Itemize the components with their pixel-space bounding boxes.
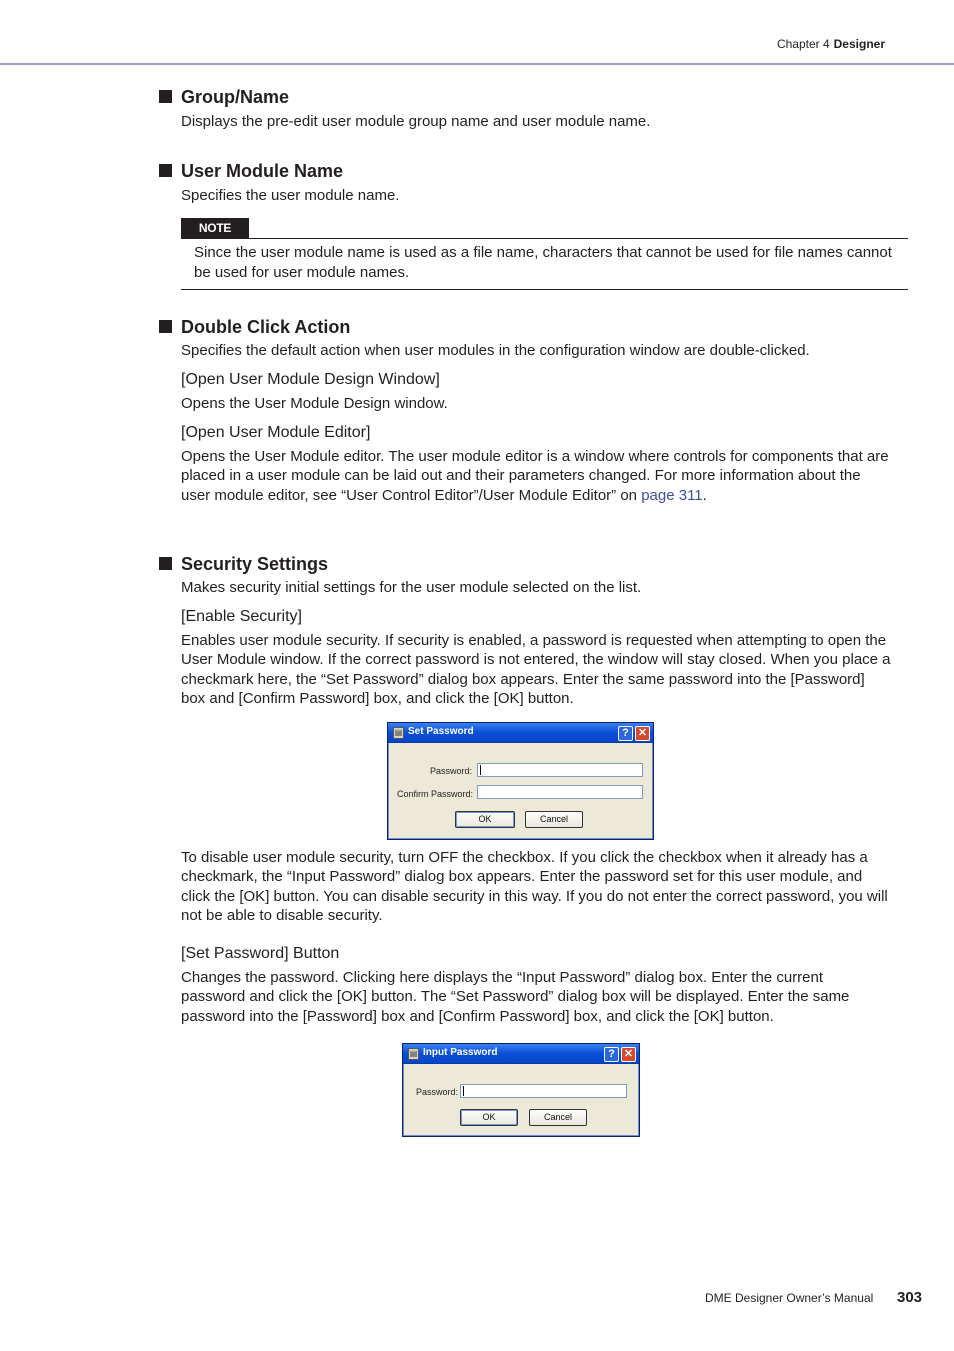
note-rule-top bbox=[181, 238, 908, 239]
close-button[interactable]: ✕ bbox=[621, 1047, 636, 1062]
cancel-button[interactable]: Cancel bbox=[529, 1109, 587, 1126]
text-caret bbox=[463, 1086, 464, 1096]
app-icon: ▤ bbox=[394, 728, 403, 737]
chapter-number: Chapter 4 bbox=[776, 37, 830, 51]
password-label: Password: bbox=[430, 766, 473, 776]
body-enable-security: Enables user module security. If security is enabled, a password is requested when attempting to open the User Module window. If the correct password is not entered, the window will stay closed. When you place a checkmark here, the “Set Password” dialog box appears. Enter the same password into the [Password] box and [Confirm Password] box, and click the [OK] button. bbox=[181, 632, 891, 707]
section-bullet-icon bbox=[159, 320, 172, 333]
section-bullet-icon bbox=[159, 164, 172, 177]
password-input[interactable] bbox=[477, 763, 643, 777]
section-bullet-icon bbox=[159, 557, 172, 570]
set-password-dialog bbox=[387, 722, 654, 840]
manual-title: DME Designer Owner’s Manual bbox=[705, 1291, 874, 1305]
cancel-button[interactable]: Cancel bbox=[525, 811, 583, 828]
ok-button[interactable]: OK bbox=[460, 1109, 518, 1126]
header-rule bbox=[0, 63, 954, 65]
note-box bbox=[181, 218, 908, 290]
section-body-double-click: Specifies the default action when user modules in the configuration window are double-clicked. bbox=[181, 342, 810, 359]
chapter-name: Designer bbox=[833, 37, 885, 51]
password-input[interactable] bbox=[460, 1084, 627, 1098]
chapter-label bbox=[777, 37, 885, 51]
ok-button[interactable]: OK bbox=[455, 811, 515, 828]
subheading-open-design-window: [Open User Module Design Window] bbox=[181, 371, 440, 388]
note-rule-bottom bbox=[181, 289, 908, 290]
password-label: Password: bbox=[416, 1087, 459, 1097]
confirm-password-label: Confirm Password: bbox=[397, 789, 474, 799]
section-title-security: Security Settings bbox=[159, 553, 328, 575]
page-number: 303 bbox=[897, 1289, 923, 1306]
dialog-title: Input Password bbox=[423, 1047, 498, 1058]
text-caret bbox=[480, 765, 481, 775]
body-disable-security: To disable user module security, turn OFF the checkbox. If you click the checkbox when it already has a checkmark, the “Input Password” dialog box appears. Enter the password set for this user module, and click the [OK] button. You can disable security in this way. If you do not enter the correct password, you will not be able to disable security. bbox=[181, 849, 888, 924]
page-link[interactable]: page 311 bbox=[641, 486, 703, 504]
input-password-dialog bbox=[402, 1043, 640, 1137]
section-title-double-click: Double Click Action bbox=[159, 316, 350, 338]
app-icon: ▤ bbox=[409, 1049, 418, 1058]
help-button[interactable]: ? bbox=[618, 726, 633, 741]
section-body-user-module-name: Specifies the user module name. bbox=[181, 187, 400, 204]
confirm-password-input[interactable] bbox=[477, 785, 643, 799]
note-label: NOTE bbox=[181, 218, 249, 238]
help-button[interactable]: ? bbox=[604, 1047, 619, 1062]
section-bullet-icon bbox=[159, 90, 172, 103]
dialog-title: Set Password bbox=[408, 726, 474, 737]
section-title-group-name: Group/Name bbox=[159, 86, 289, 108]
dialog-title-bar bbox=[403, 1044, 639, 1064]
subheading-set-password-button: [Set Password] Button bbox=[181, 945, 340, 962]
section-body-group-name: Displays the pre-edit user module group name and user module name. bbox=[181, 113, 651, 130]
dialog-title-bar bbox=[388, 723, 653, 743]
body-open-editor: Opens the User Module editor. The user module editor is a window where controls for components that are placed in a user module can be laid out and their parameters changed. For more information about the user module editor, see “User Control Editor”/User Module Editor” on page 311. bbox=[181, 448, 889, 504]
note-text: Since the user module name is used as a file name, characters that cannot be used for file names cannot be used for user module names. bbox=[194, 244, 892, 281]
page-header bbox=[0, 0, 954, 65]
section-title-user-module-name: User Module Name bbox=[159, 160, 343, 182]
body-set-password-button: Changes the password. Clicking here displays the “Input Password” dialog box. Enter the current password and click the [OK] button. The “Set Password” dialog box will be displayed. Enter the same password into the [Password] box and [Confirm Password] box, and click the [OK] button. bbox=[181, 969, 850, 1025]
subheading-open-editor: [Open User Module Editor] bbox=[181, 424, 371, 441]
section-body-security: Makes security initial settings for the user module selected on the list. bbox=[181, 579, 642, 596]
subheading-enable-security: [Enable Security] bbox=[181, 608, 302, 625]
close-button[interactable]: ✕ bbox=[635, 726, 650, 741]
body-open-design-window: Opens the User Module Design window. bbox=[181, 395, 448, 412]
